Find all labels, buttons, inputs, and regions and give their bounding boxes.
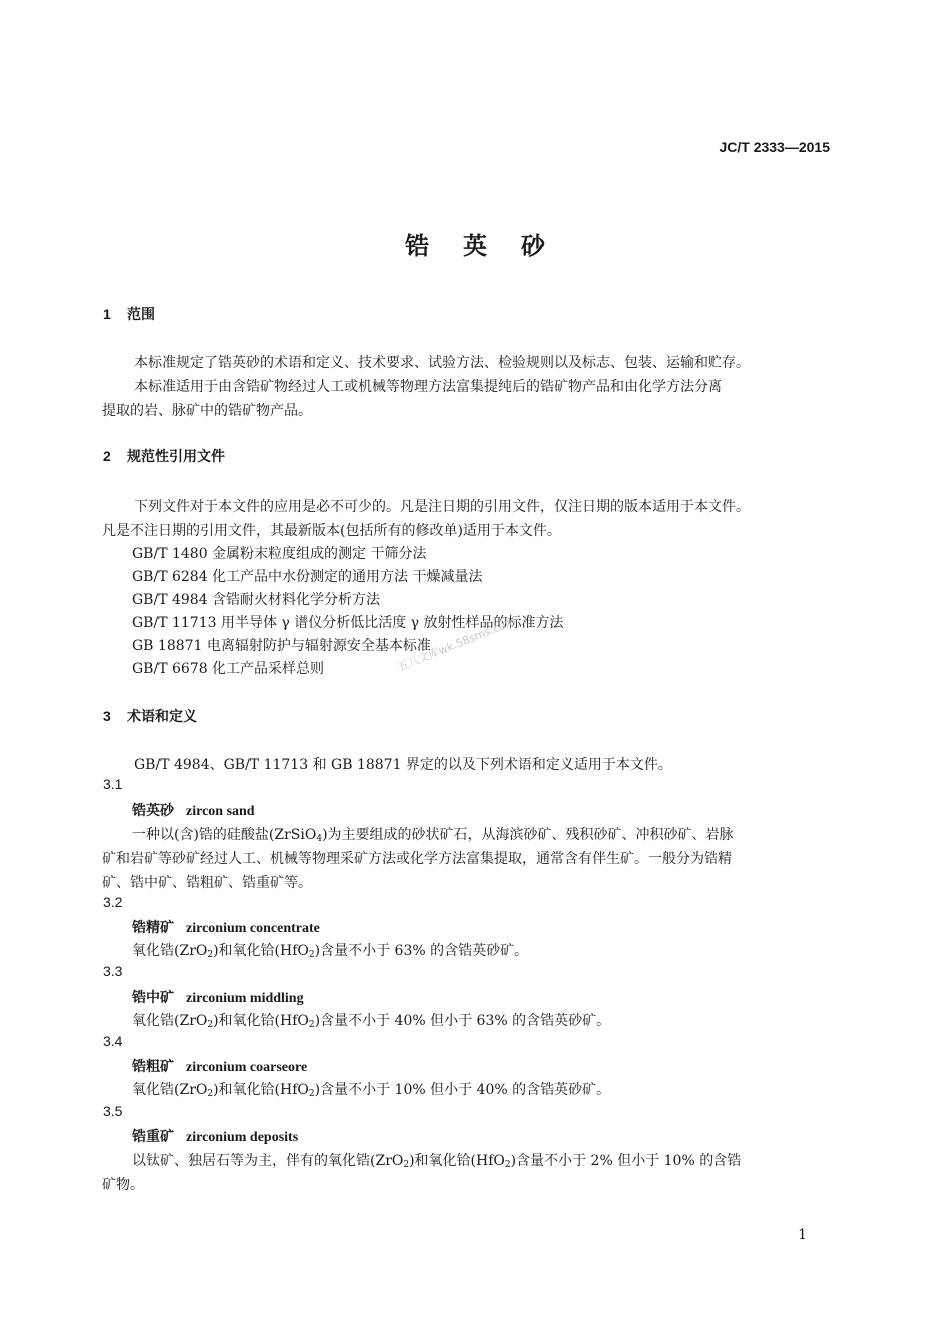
section-1-heading: [103, 304, 155, 324]
subscript: 2: [308, 1089, 315, 1099]
reference-item: GB/T 4984 含锆耐火材料化学分析方法: [132, 592, 381, 608]
clause-number: 3.3: [103, 963, 123, 979]
subscript: 2: [403, 1160, 410, 1170]
watermark: 五八文库wk.58sms.com: [395, 614, 518, 674]
page-number: 1: [798, 1227, 807, 1243]
definition: [132, 1079, 610, 1099]
section-title: 范围: [127, 306, 155, 322]
term-en: zirconium coarseore: [186, 1060, 308, 1075]
section-title: 规范性引用文件: [127, 448, 225, 464]
clause-number: 3.2: [103, 894, 123, 910]
paragraph: 凡是不注日期的引用文件，其最新版本(包括所有的修改单)适用于本文件。: [102, 523, 561, 539]
paragraph: 下列文件对于本文件的应用是必不可少的。凡是注日期的引用文件，仅注日期的版本适用于本文件。: [134, 499, 750, 515]
subscript: 2: [207, 1089, 214, 1099]
term-heading: [132, 987, 304, 1007]
definition-text: )为主要组成的砂状矿石，从海滨砂矿、残积砂矿、冲积砂矿、岩脉: [322, 827, 734, 843]
definition: [132, 1010, 610, 1030]
section-2-heading: [103, 446, 225, 466]
definition-text: )含量不小于 40% 但小于 63% 的含锆英砂矿。: [314, 1013, 611, 1029]
reference-item: GB 18871 电离辐射防护与辐射源安全基本标准: [132, 638, 431, 654]
term-heading: [132, 917, 320, 937]
paragraph: GB/T 4984、GB/T 11713 和 GB 18871 界定的以及下列术语和定义适用于本文件。: [134, 757, 672, 773]
term-cn: 锆重矿: [132, 1129, 174, 1145]
definition-text: 氧化锆(ZrO: [132, 1013, 208, 1029]
term-heading: [132, 1126, 298, 1146]
definition-text: )含量不小于 63% 的含锆英砂矿。: [314, 943, 529, 959]
subscript: 4: [316, 834, 323, 844]
term-heading: [132, 1056, 307, 1076]
reference-item: GB/T 1480 金属粉末粒度组成的测定 干筛分法: [132, 546, 427, 562]
definition-text: 氧化锆(ZrO: [132, 943, 208, 959]
definition: 矿和岩矿等砂矿经过人工、机械等物理采矿方法或化学方法富集提取，通常含有伴生矿。一般分为锆精: [102, 851, 732, 867]
section-number: 3: [103, 708, 111, 724]
definition-text: 氧化锆(ZrO: [132, 1082, 208, 1098]
clause-number: 3.4: [103, 1033, 123, 1049]
term-en: zirconium concentrate: [186, 921, 320, 936]
definition-text: )含量不小于 2% 但小于 10% 的含锆: [510, 1153, 742, 1169]
subscript: 2: [207, 950, 214, 960]
section-3-heading: [103, 706, 197, 726]
term-heading: [132, 800, 255, 820]
term-en: zircon sand: [186, 804, 255, 819]
reference-item: GB/T 6284 化工产品中水份测定的通用方法 干燥减量法: [132, 569, 483, 585]
section-number: 1: [103, 306, 111, 322]
subscript: 2: [308, 950, 315, 960]
document-code: JC/T 2333—2015: [719, 139, 830, 155]
reference-item: GB/T 6678 化工产品采样总则: [132, 661, 325, 677]
definition-text: )和氧化铪(HfO: [213, 1013, 309, 1029]
definition-text: 以钛矿、独居石等为主，伴有的氧化锆(ZrO: [132, 1153, 404, 1169]
paragraph: 本标准适用于由含锆矿物经过人工或机械等物理方法富集提纯后的锆矿物产品和由化学方法分离: [134, 379, 722, 395]
subscript: 2: [308, 1020, 315, 1030]
term-en: zirconium middling: [186, 991, 304, 1006]
reference-item: GB/T 11713 用半导体 γ 谱仪分析低比活度 γ 放射性样品的标准方法: [132, 615, 564, 631]
definition: 矿、锆中矿、锆粗矿、锆重矿等。: [102, 875, 312, 891]
definition-text: 一种以(含)锆的硅酸盐(ZrSiO: [132, 827, 317, 843]
definition: [132, 824, 734, 844]
term-cn: 锆英砂: [132, 803, 174, 819]
definition: [132, 940, 528, 960]
term-cn: 锆中矿: [132, 990, 174, 1006]
subscript: 2: [504, 1160, 511, 1170]
clause-number: 3.5: [103, 1103, 123, 1119]
page-title: 锆英砂: [405, 231, 579, 260]
paragraph: 本标准规定了锆英砂的术语和定义、技术要求、试验方法、检验规则以及标志、包装、运输和贮存。: [134, 355, 750, 371]
definition: 矿物。: [102, 1177, 144, 1193]
term-en: zirconium deposits: [186, 1130, 299, 1145]
definition: [132, 1150, 741, 1170]
definition-text: )和氧化铪(HfO: [213, 1082, 309, 1098]
section-number: 2: [103, 448, 111, 464]
subscript: 2: [207, 1020, 214, 1030]
definition-text: )和氧化铪(HfO: [213, 943, 309, 959]
clause-number: 3.1: [103, 776, 123, 792]
definition-text: )含量不小于 10% 但小于 40% 的含锆英砂矿。: [314, 1082, 611, 1098]
term-cn: 锆粗矿: [132, 1059, 174, 1075]
section-title: 术语和定义: [127, 708, 197, 724]
paragraph: 提取的岩、脉矿中的锆矿物产品。: [102, 403, 312, 419]
term-cn: 锆精矿: [132, 920, 174, 936]
definition-text: )和氧化铪(HfO: [409, 1153, 505, 1169]
